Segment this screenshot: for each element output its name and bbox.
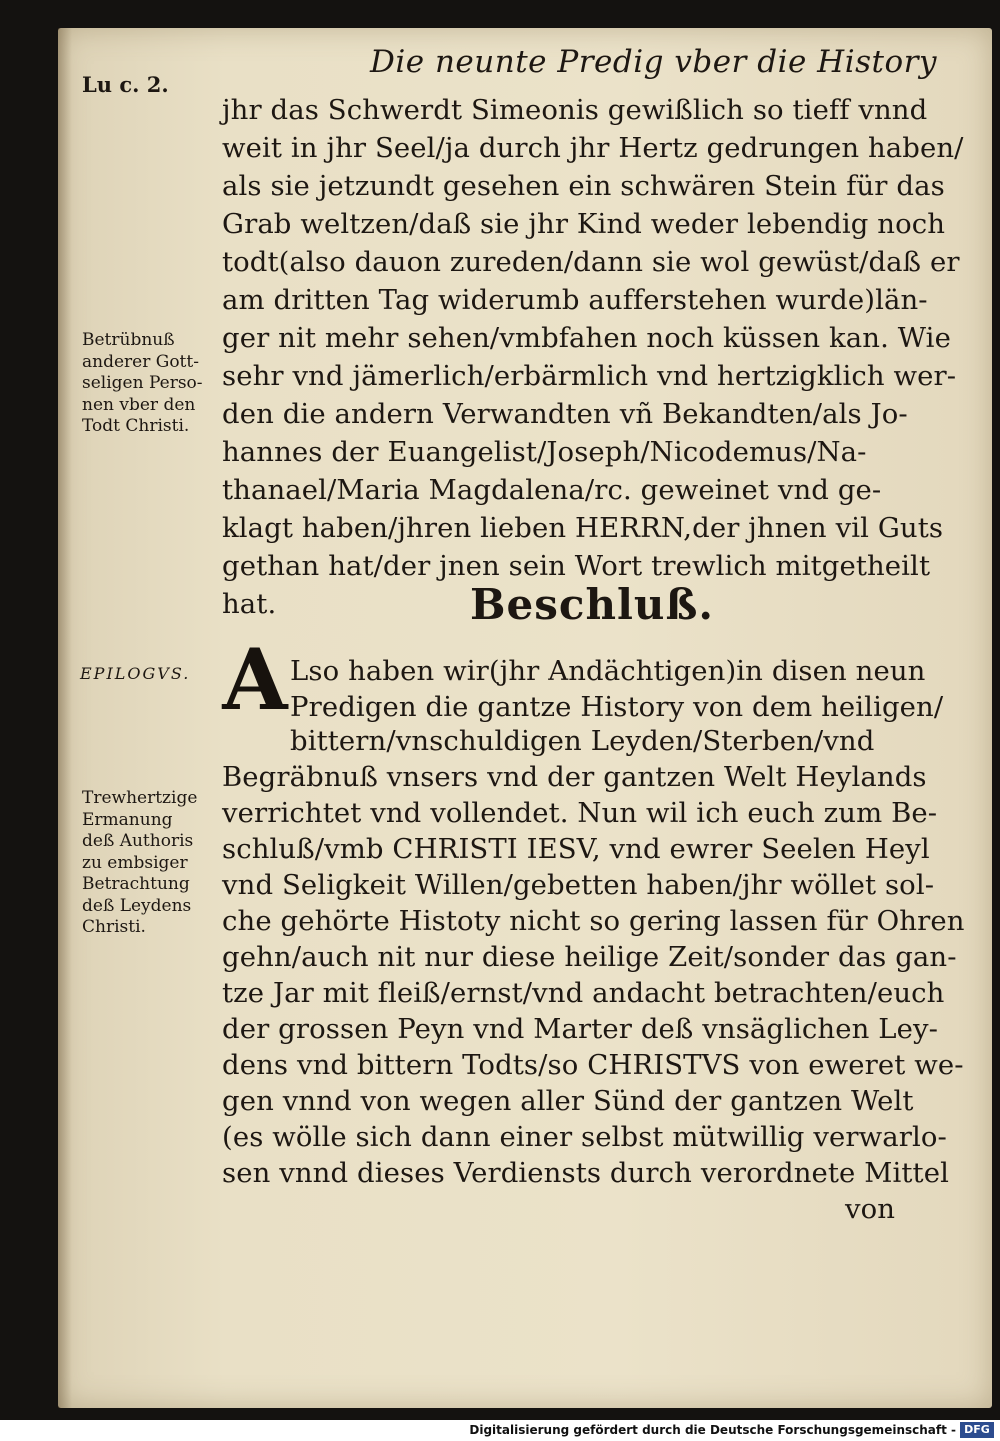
margin-note-line: deß Leydens: [82, 895, 192, 916]
text-line: todt(also dauon zureden/dann sie wol gewüst/daß er: [222, 246, 960, 278]
text-line: Lso haben wir(jhr Andächtigen)in disen neun: [290, 655, 926, 687]
text-line: vnd Seligkeit Willen/gebetten haben/jhr wöllet sol-: [222, 869, 935, 901]
text-line: (es wölle sich dann einer selbst mütwillig verwarlo-: [222, 1121, 947, 1153]
margin-note-line: nen vber den: [82, 394, 196, 415]
text-line: als sie jetzundt gesehen ein schwären Stein für das: [222, 170, 945, 202]
text-line: gehn/auch nit nur diese heilige Zeit/sonder das gan-: [222, 941, 957, 973]
text-line: gen vnnd von wegen aller Sünd der gantzen Welt: [222, 1085, 914, 1117]
text-line: schluß/vmb CHRISTI IESV, vnd ewrer Seelen Heyl: [222, 833, 930, 865]
margin-note-line: anderer Gott-: [82, 351, 199, 372]
text-line: klagt haben/jhren lieben HERRN,der jhnen vil Guts: [222, 512, 944, 544]
text-line: hannes der Euangelist/Joseph/Nicodemus/Na-: [222, 436, 867, 468]
text-line: weit in jhr Seel/ja durch jhr Hertz gedrungen haben/: [222, 132, 964, 164]
margin-note-line: Betrübnuß: [82, 330, 175, 350]
text-line: Begräbnuß vnsers vnd der gantzen Welt Heylands: [222, 761, 927, 793]
decorated-initial: A: [222, 630, 288, 729]
page-gutter-shadow: [58, 28, 72, 1408]
text-line: gethan hat/der jnen sein Wort trewlich mitgetheilt: [222, 550, 931, 582]
margin-note-line: Ermanung: [82, 809, 173, 830]
margin-note-line: seligen Perso-: [82, 373, 203, 393]
margin-note-line: deß Authoris: [82, 831, 194, 851]
text-line: sehr vnd jämerlich/erbärmlich vnd hertzigklich wer-: [222, 360, 957, 392]
text-line: verrichtet vnd vollendet. Nun wil ich euch zum Be-: [222, 797, 938, 829]
margin-note-line: zu embsiger: [82, 852, 188, 873]
funding-notice: Digitalisierung gefördert durch die Deutsche Forschungsgemeinschaft -: [469, 1423, 956, 1437]
margin-note-line: Trewhertzige: [82, 788, 198, 808]
text-line: dens vnd bittern Todts/so CHRISTVS von eweret we-: [222, 1049, 964, 1081]
text-line: der grossen Peyn vnd Marter deß vnsäglichen Ley-: [222, 1013, 938, 1045]
text-line: hat.: [222, 588, 277, 620]
text-line: den die andern Verwandten vñ Bekandten/als Jo-: [222, 398, 908, 430]
text-line: Grab weltzen/daß sie jhr Kind weder lebendig noch: [222, 208, 946, 240]
margin-note-line: Betrachtung: [82, 874, 190, 894]
catchword: von: [845, 1193, 896, 1225]
footer-bar: [0, 1420, 1000, 1441]
text-line: tze Jar mit fleiß/ernst/vnd andacht betrachten/euch: [222, 977, 945, 1009]
text-line: sen vnnd dieses Verdiensts durch verordnete Mittel: [222, 1157, 949, 1189]
section-heading: Beschluß.: [470, 580, 714, 629]
text-line: ger nit mehr sehen/vmbfahen noch küssen kan. Wie: [222, 322, 951, 354]
bible-reference: Lu c. 2.: [82, 72, 169, 97]
epilogus-label: EPILOGVS.: [80, 664, 191, 683]
text-line: am dritten Tag widerumb aufferstehen wurde)län-: [222, 284, 928, 316]
text-line: jhr das Schwerdt Simeonis gewißlich so tieff vnnd: [222, 94, 928, 126]
text-line: thanael/Maria Magdalena/rc. geweinet vnd ge-: [222, 474, 882, 506]
text-line: che gehörte Histoty nicht so gering lassen für Ohren: [222, 905, 965, 937]
dfg-logo: DFG: [960, 1422, 994, 1438]
margin-note-line: Todt Christi.: [82, 416, 190, 436]
text-line: bittern/vnschuldigen Leyden/Sterben/vnd: [290, 725, 875, 757]
margin-note-grief: [82, 330, 203, 438]
running-head: Die neunte Predig vber die History: [370, 44, 937, 80]
margin-note-exhortation: [82, 788, 197, 939]
text-line: Predigen die gantze History von dem heiligen/: [290, 691, 944, 723]
margin-note-line: Christi.: [82, 917, 146, 937]
